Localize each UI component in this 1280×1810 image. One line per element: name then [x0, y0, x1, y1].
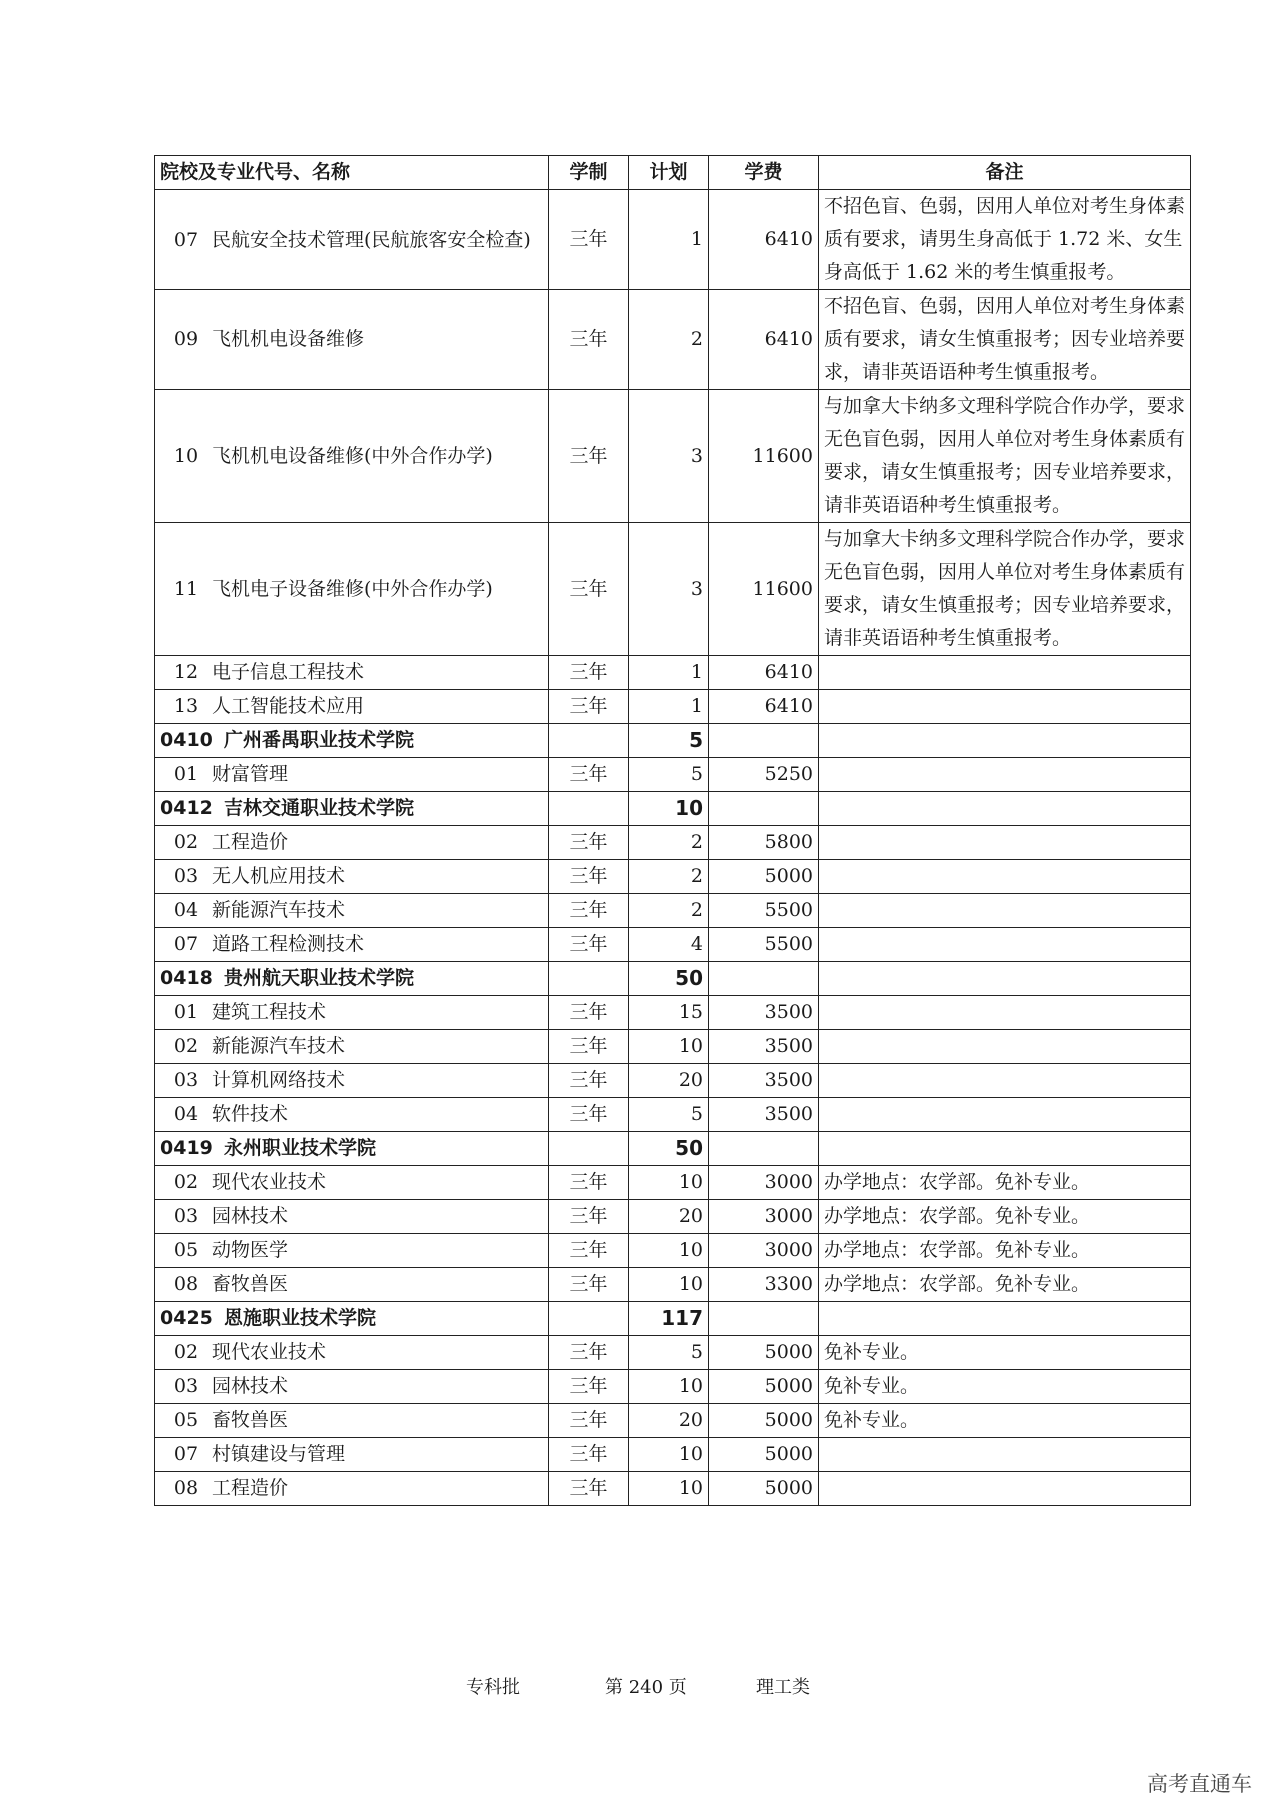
fee-cell — [709, 962, 819, 996]
major-row — [155, 860, 1191, 894]
duration-cell: 三年 — [549, 656, 629, 690]
major-name: 财富管理 — [212, 763, 289, 785]
plan-cell: 20 — [629, 1200, 709, 1234]
school-code: 0410 — [160, 729, 213, 751]
major-row — [155, 1268, 1191, 1302]
row-name-cell — [155, 523, 549, 656]
duration-cell: 三年 — [549, 190, 629, 290]
plan-cell: 50 — [629, 1132, 709, 1166]
note-cell: 办学地点：农学部。免补专业。 — [819, 1200, 1191, 1234]
major-row — [155, 523, 1191, 656]
plan-cell: 10 — [629, 1472, 709, 1506]
major-code: 07 — [173, 933, 199, 955]
row-name-cell — [155, 860, 549, 894]
major-row — [155, 1336, 1191, 1370]
row-name-cell — [155, 290, 549, 390]
major-code: 08 — [173, 1477, 199, 1499]
duration-cell: 三年 — [549, 523, 629, 656]
duration-cell — [549, 962, 629, 996]
row-name-cell — [155, 826, 549, 860]
fee-cell: 5500 — [709, 894, 819, 928]
major-row — [155, 758, 1191, 792]
plan-cell: 5 — [629, 1336, 709, 1370]
major-name: 软件技术 — [212, 1103, 289, 1125]
duration-cell — [549, 1302, 629, 1336]
major-code: 01 — [173, 1001, 199, 1023]
fee-cell: 3000 — [709, 1200, 819, 1234]
major-code: 05 — [173, 1239, 199, 1261]
major-code: 01 — [173, 763, 199, 785]
duration-cell: 三年 — [549, 1404, 629, 1438]
duration-cell: 三年 — [549, 1438, 629, 1472]
major-row — [155, 1064, 1191, 1098]
fee-cell: 3500 — [709, 1098, 819, 1132]
duration-cell — [549, 724, 629, 758]
major-code: 02 — [173, 831, 199, 853]
duration-cell: 三年 — [549, 1030, 629, 1064]
note-cell — [819, 996, 1191, 1030]
note-cell — [819, 1302, 1191, 1336]
duration-cell: 三年 — [549, 1166, 629, 1200]
row-name-cell — [155, 928, 549, 962]
major-code: 13 — [173, 695, 199, 717]
major-name: 人工智能技术应用 — [212, 695, 365, 717]
fee-cell: 3000 — [709, 1166, 819, 1200]
major-code: 03 — [173, 1375, 199, 1397]
note-cell — [819, 894, 1191, 928]
duration-cell: 三年 — [549, 1370, 629, 1404]
fee-cell: 6410 — [709, 656, 819, 690]
fee-cell: 5000 — [709, 1472, 819, 1506]
plan-cell: 20 — [629, 1064, 709, 1098]
note-cell: 办学地点：农学部。免补专业。 — [819, 1268, 1191, 1302]
duration-cell: 三年 — [549, 1234, 629, 1268]
row-name-cell — [155, 1438, 549, 1472]
major-code: 04 — [173, 899, 199, 921]
major-row — [155, 1404, 1191, 1438]
row-name-cell — [155, 792, 549, 826]
major-code: 11 — [173, 577, 199, 600]
major-code: 02 — [173, 1341, 199, 1363]
major-code: 03 — [173, 1205, 199, 1227]
fee-cell — [709, 1132, 819, 1166]
fee-cell: 5000 — [709, 1336, 819, 1370]
school-row — [155, 724, 1191, 758]
fee-cell — [709, 1302, 819, 1336]
major-row — [155, 1030, 1191, 1064]
note-cell — [819, 792, 1191, 826]
plan-cell: 2 — [629, 826, 709, 860]
row-name-cell — [155, 1166, 549, 1200]
header-note: 备注 — [819, 156, 1191, 190]
fee-cell: 6410 — [709, 690, 819, 724]
row-name-cell — [155, 1302, 549, 1336]
school-row — [155, 792, 1191, 826]
plan-cell: 3 — [629, 390, 709, 523]
major-code: 10 — [173, 444, 199, 467]
major-name: 飞机机电设备维修 — [212, 328, 365, 350]
note-cell: 免补专业。 — [819, 1370, 1191, 1404]
duration-cell: 三年 — [549, 290, 629, 390]
major-row — [155, 1234, 1191, 1268]
plan-cell: 5 — [629, 1098, 709, 1132]
note-cell — [819, 928, 1191, 962]
note-cell — [819, 1132, 1191, 1166]
fee-cell — [709, 724, 819, 758]
footer-page-number: 第 240 页 — [605, 1677, 687, 1698]
duration-cell — [549, 792, 629, 826]
major-code: 07 — [173, 228, 199, 251]
fee-cell: 5000 — [709, 860, 819, 894]
major-name: 无人机应用技术 — [212, 865, 346, 887]
duration-cell: 三年 — [549, 1098, 629, 1132]
footer-category: 理工类 — [756, 1677, 810, 1698]
row-name-cell — [155, 1064, 549, 1098]
major-row — [155, 290, 1191, 390]
major-name: 飞机机电设备维修(中外合作办学) — [212, 444, 493, 467]
major-name: 工程造价 — [212, 1477, 289, 1499]
major-name: 园林技术 — [212, 1375, 289, 1397]
plan-cell: 2 — [629, 860, 709, 894]
duration-cell: 三年 — [549, 1336, 629, 1370]
major-row — [155, 1370, 1191, 1404]
major-name: 计算机网络技术 — [212, 1069, 346, 1091]
major-row — [155, 1438, 1191, 1472]
note-cell — [819, 724, 1191, 758]
major-row — [155, 928, 1191, 962]
duration-cell: 三年 — [549, 1200, 629, 1234]
school-row — [155, 962, 1191, 996]
duration-cell: 三年 — [549, 1472, 629, 1506]
major-row — [155, 1098, 1191, 1132]
major-name: 新能源汽车技术 — [212, 899, 346, 921]
major-row — [155, 996, 1191, 1030]
school-name: 吉林交通职业技术学院 — [224, 797, 415, 819]
major-row — [155, 390, 1191, 523]
note-cell: 与加拿大卡纳多文理科学院合作办学，要求无色盲色弱，因用人单位对考生身体素质有要求，请女生慎重报考；因专业培养要求，请非英语语种考生慎重报考。 — [819, 390, 1191, 523]
fee-cell: 3300 — [709, 1268, 819, 1302]
school-row — [155, 1302, 1191, 1336]
row-name-cell — [155, 690, 549, 724]
major-name: 村镇建设与管理 — [212, 1443, 346, 1465]
major-row — [155, 1472, 1191, 1506]
header-plan: 计划 — [629, 156, 709, 190]
fee-cell: 6410 — [709, 190, 819, 290]
major-row — [155, 690, 1191, 724]
plan-cell: 1 — [629, 690, 709, 724]
major-code: 04 — [173, 1103, 199, 1125]
row-name-cell — [155, 1404, 549, 1438]
note-cell — [819, 962, 1191, 996]
plan-cell: 5 — [629, 758, 709, 792]
note-cell: 与加拿大卡纳多文理科学院合作办学，要求无色盲色弱，因用人单位对考生身体素质有要求，请女生慎重报考；因专业培养要求，请非英语语种考生慎重报考。 — [819, 523, 1191, 656]
plan-cell: 10 — [629, 1438, 709, 1472]
row-name-cell — [155, 1472, 549, 1506]
plan-cell: 1 — [629, 656, 709, 690]
row-name-cell — [155, 1200, 549, 1234]
major-name: 畜牧兽医 — [212, 1273, 289, 1295]
major-row — [155, 826, 1191, 860]
school-row — [155, 1132, 1191, 1166]
major-name: 工程造价 — [212, 831, 289, 853]
major-name: 电子信息工程技术 — [212, 661, 365, 683]
major-code: 02 — [173, 1171, 199, 1193]
note-cell: 办学地点：农学部。免补专业。 — [819, 1166, 1191, 1200]
fee-cell: 3500 — [709, 1030, 819, 1064]
row-name-cell — [155, 962, 549, 996]
note-cell — [819, 1064, 1191, 1098]
note-cell: 不招色盲、色弱，因用人单位对考生身体素质有要求，请男生身高低于 1.72 米、女生身高低于 1.62 米的考生慎重报考。 — [819, 190, 1191, 290]
major-code: 05 — [173, 1409, 199, 1431]
fee-cell: 3000 — [709, 1234, 819, 1268]
note-cell: 免补专业。 — [819, 1336, 1191, 1370]
school-name: 广州番禺职业技术学院 — [224, 729, 415, 751]
note-cell — [819, 860, 1191, 894]
plan-cell: 4 — [629, 928, 709, 962]
major-name: 现代农业技术 — [212, 1171, 327, 1193]
note-cell: 免补专业。 — [819, 1404, 1191, 1438]
fee-cell: 11600 — [709, 523, 819, 656]
plan-cell: 5 — [629, 724, 709, 758]
header-duration: 学制 — [549, 156, 629, 190]
major-name: 畜牧兽医 — [212, 1409, 289, 1431]
plan-cell: 10 — [629, 1234, 709, 1268]
duration-cell: 三年 — [549, 996, 629, 1030]
fee-cell: 11600 — [709, 390, 819, 523]
major-name: 园林技术 — [212, 1205, 289, 1227]
fee-cell: 5000 — [709, 1438, 819, 1472]
plan-cell: 2 — [629, 290, 709, 390]
major-name: 飞机电子设备维修(中外合作办学) — [212, 577, 493, 600]
plan-cell: 10 — [629, 1166, 709, 1200]
note-cell — [819, 758, 1191, 792]
fee-cell: 3500 — [709, 996, 819, 1030]
row-name-cell — [155, 1030, 549, 1064]
row-name-cell — [155, 1268, 549, 1302]
major-name: 民航安全技术管理(民航旅客安全检查) — [212, 228, 531, 251]
fee-cell: 3500 — [709, 1064, 819, 1098]
school-code: 0419 — [160, 1137, 213, 1159]
row-name-cell — [155, 1098, 549, 1132]
admission-plan-table — [154, 155, 1191, 1506]
note-cell: 办学地点：农学部。免补专业。 — [819, 1234, 1191, 1268]
note-cell — [819, 656, 1191, 690]
duration-cell — [549, 1132, 629, 1166]
note-cell — [819, 690, 1191, 724]
duration-cell: 三年 — [549, 860, 629, 894]
duration-cell: 三年 — [549, 1268, 629, 1302]
school-code: 0418 — [160, 967, 213, 989]
plan-cell: 3 — [629, 523, 709, 656]
major-row — [155, 894, 1191, 928]
major-code: 02 — [173, 1035, 199, 1057]
duration-cell: 三年 — [549, 894, 629, 928]
watermark: 高考直通车 — [1147, 1772, 1252, 1796]
major-row — [155, 1166, 1191, 1200]
major-code: 09 — [173, 328, 199, 350]
row-name-cell — [155, 724, 549, 758]
fee-cell: 6410 — [709, 290, 819, 390]
row-name-cell — [155, 996, 549, 1030]
fee-cell: 5500 — [709, 928, 819, 962]
school-name: 恩施职业技术学院 — [224, 1307, 377, 1329]
plan-cell: 50 — [629, 962, 709, 996]
plan-cell: 2 — [629, 894, 709, 928]
table-header-row — [155, 156, 1191, 190]
major-name: 动物医学 — [212, 1239, 289, 1261]
school-name: 永州职业技术学院 — [224, 1137, 377, 1159]
school-code: 0425 — [160, 1307, 213, 1329]
fee-cell: 5000 — [709, 1370, 819, 1404]
school-name: 贵州航天职业技术学院 — [224, 967, 415, 989]
major-code: 12 — [173, 661, 199, 683]
row-name-cell — [155, 1234, 549, 1268]
plan-cell: 10 — [629, 792, 709, 826]
footer-batch: 专科批 — [466, 1677, 520, 1698]
major-name: 道路工程检测技术 — [212, 933, 365, 955]
row-name-cell — [155, 190, 549, 290]
note-cell — [819, 1030, 1191, 1064]
major-name: 现代农业技术 — [212, 1341, 327, 1363]
note-cell — [819, 1472, 1191, 1506]
row-name-cell — [155, 1370, 549, 1404]
major-row — [155, 190, 1191, 290]
plan-cell: 15 — [629, 996, 709, 1030]
fee-cell: 5000 — [709, 1404, 819, 1438]
row-name-cell — [155, 894, 549, 928]
duration-cell: 三年 — [549, 690, 629, 724]
row-name-cell — [155, 758, 549, 792]
duration-cell: 三年 — [549, 390, 629, 523]
fee-cell — [709, 792, 819, 826]
fee-cell: 5800 — [709, 826, 819, 860]
duration-cell: 三年 — [549, 826, 629, 860]
header-name: 院校及专业代号、名称 — [155, 156, 549, 190]
row-name-cell — [155, 656, 549, 690]
major-row — [155, 656, 1191, 690]
duration-cell: 三年 — [549, 1064, 629, 1098]
plan-cell: 117 — [629, 1302, 709, 1336]
major-code: 08 — [173, 1273, 199, 1295]
plan-cell: 1 — [629, 190, 709, 290]
major-code: 03 — [173, 865, 199, 887]
note-cell — [819, 1098, 1191, 1132]
duration-cell: 三年 — [549, 928, 629, 962]
row-name-cell — [155, 1336, 549, 1370]
plan-cell: 20 — [629, 1404, 709, 1438]
major-row — [155, 1200, 1191, 1234]
note-cell — [819, 826, 1191, 860]
major-code: 03 — [173, 1069, 199, 1091]
major-code: 07 — [173, 1443, 199, 1465]
school-code: 0412 — [160, 797, 213, 819]
note-cell — [819, 1438, 1191, 1472]
duration-cell: 三年 — [549, 758, 629, 792]
header-fee: 学费 — [709, 156, 819, 190]
major-name: 新能源汽车技术 — [212, 1035, 346, 1057]
plan-cell: 10 — [629, 1030, 709, 1064]
plan-cell: 10 — [629, 1268, 709, 1302]
row-name-cell — [155, 390, 549, 523]
note-cell: 不招色盲、色弱，因用人单位对考生身体素质有要求，请女生慎重报考；因专业培养要求，请非英语语种考生慎重报考。 — [819, 290, 1191, 390]
major-name: 建筑工程技术 — [212, 1001, 327, 1023]
plan-cell: 10 — [629, 1370, 709, 1404]
row-name-cell — [155, 1132, 549, 1166]
fee-cell: 5250 — [709, 758, 819, 792]
